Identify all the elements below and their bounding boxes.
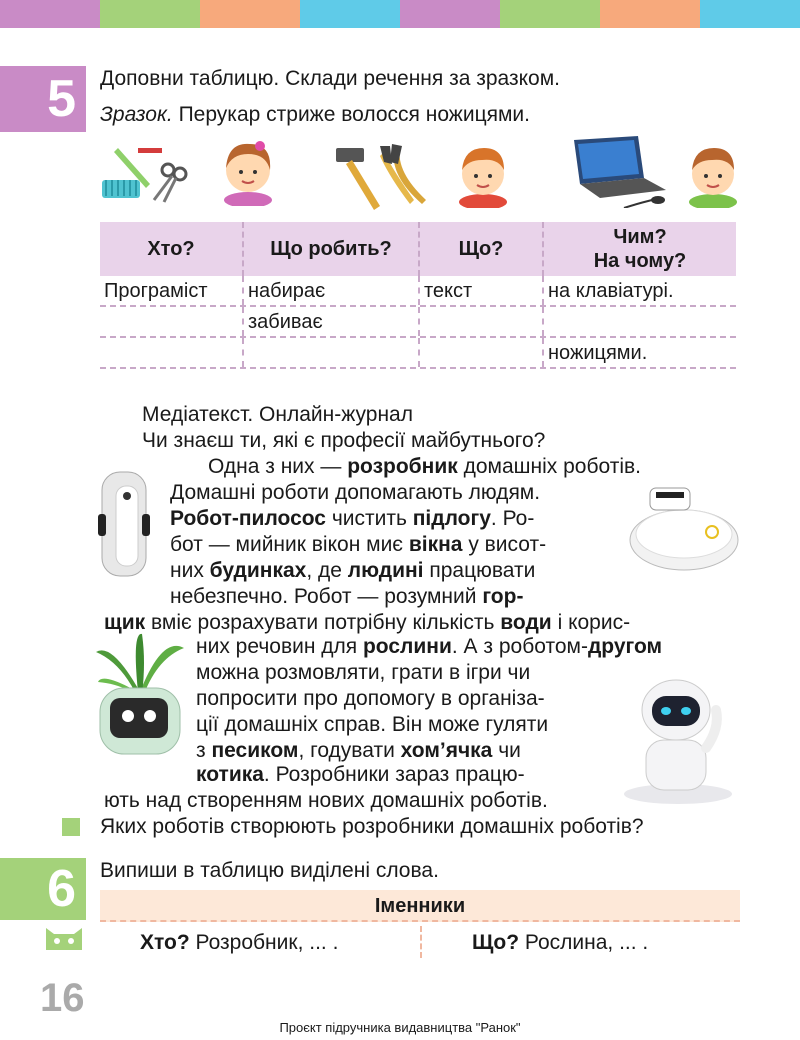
article-line: попросити про допомогу в організа- — [196, 687, 545, 710]
table-cell: на клавіатурі. — [542, 276, 736, 305]
article-line: них речовин для рослини. А з роботом-другом — [196, 635, 663, 658]
table-cell[interactable] — [100, 338, 242, 367]
hammer-pliers-icon — [330, 142, 436, 212]
article-line: них будинках, де людині працювати — [170, 559, 536, 582]
article-line: котика. Розробники зараз працю- — [196, 763, 525, 786]
task5-table — [100, 222, 736, 369]
mediatext-source: Медіатекст. Онлайн-журнал — [142, 403, 413, 426]
who-row[interactable] — [140, 930, 338, 956]
task6-question: Яких роботів створюють розробники домашніх роботів? — [100, 815, 644, 838]
header-who: Хто? — [147, 238, 195, 260]
color-stripe — [0, 0, 100, 28]
article-line: Робот-пилосос чистить підлогу. Ро- — [170, 507, 535, 530]
laptop-icon — [566, 134, 676, 208]
table-cell: текст — [418, 276, 542, 305]
task6-instruction: Випиши в таблицю виділені слова. — [100, 859, 439, 882]
article-line: небезпечно. Робот — розумний гор- — [170, 585, 524, 608]
table-cell: ножицями. — [542, 338, 736, 367]
table-cell[interactable] — [418, 338, 542, 367]
article-line: ють над створенням нових домашніх роботів. — [104, 789, 548, 812]
article-line: щик вміє розрахувати потрібну кількість води і корис- — [104, 611, 631, 634]
color-stripe — [100, 0, 200, 28]
plant-robot-icon — [92, 632, 188, 756]
article-line: ції домашніх справ. Він може гуляти — [196, 713, 549, 736]
footer-text: Проєкт підручника видавництва "Ранок" — [279, 1020, 521, 1035]
companion-robot-icon — [622, 668, 742, 806]
boy-icon — [452, 138, 514, 208]
header-with-what — [542, 222, 736, 276]
boy-icon — [682, 138, 744, 208]
table-row — [100, 338, 736, 369]
table-cell: забиває — [242, 307, 418, 336]
table-header-row — [100, 222, 736, 276]
table-cell: Програміст — [104, 280, 208, 302]
window-cleaner-robot-icon — [96, 466, 156, 584]
article-line: Одна з них — розробник домашніх роботів. — [208, 455, 641, 478]
color-stripe — [700, 0, 800, 28]
table-divider — [420, 926, 422, 958]
bullet-square — [62, 818, 80, 836]
what-row[interactable] — [472, 930, 648, 956]
what-text: Рослина, ... . — [519, 931, 649, 954]
task5-instruction: Доповни таблицю. Склади речення за зразком. — [100, 67, 561, 90]
table-row — [100, 307, 736, 338]
table-cell[interactable] — [100, 307, 242, 336]
girl-icon — [216, 136, 280, 206]
article-line: можна розмовляти, грати в ігри чи — [196, 661, 531, 684]
robot-vacuum-icon — [626, 478, 742, 574]
color-stripe — [600, 0, 700, 28]
example-text: Перукар стриже волосся ножицями. — [172, 103, 530, 126]
header-line: На чому? — [593, 250, 687, 272]
table-cell[interactable] — [542, 307, 736, 336]
nouns-table-header: Іменники — [100, 890, 740, 922]
table-row — [100, 276, 736, 307]
article-line: Домашні роботи допомагають людям. — [170, 481, 541, 504]
header-what-does: Що робить? — [242, 222, 418, 276]
comb-scissors-icon — [98, 140, 198, 208]
color-stripe — [500, 0, 600, 28]
task-number-6: 6 — [0, 858, 86, 920]
table-cell[interactable] — [418, 307, 542, 336]
color-stripe — [400, 0, 500, 28]
header-what: Що? — [418, 222, 542, 276]
who-label: Хто? — [140, 931, 190, 954]
task5-example — [100, 102, 530, 128]
table-cell: набирає — [242, 276, 418, 305]
what-label: Що? — [472, 931, 520, 954]
top-color-stripes — [0, 0, 800, 28]
page-number: 16 — [40, 976, 85, 1020]
example-label: Зразок. — [100, 103, 173, 126]
mediatext-question: Чи знаєш ти, які є професії майбутнього? — [142, 429, 546, 452]
task-number-5: 5 — [0, 66, 86, 132]
color-stripe — [300, 0, 400, 28]
cat-icon — [44, 924, 84, 950]
who-text: Розробник, ... . — [189, 931, 339, 954]
table-cell[interactable] — [242, 338, 418, 367]
header-line: Чим? — [613, 226, 667, 248]
article-line: з песиком, годувати хом’ячка чи — [196, 739, 521, 762]
article-line: бот — мийник вікон миє вікна у висот- — [170, 533, 547, 556]
color-stripe — [200, 0, 300, 28]
